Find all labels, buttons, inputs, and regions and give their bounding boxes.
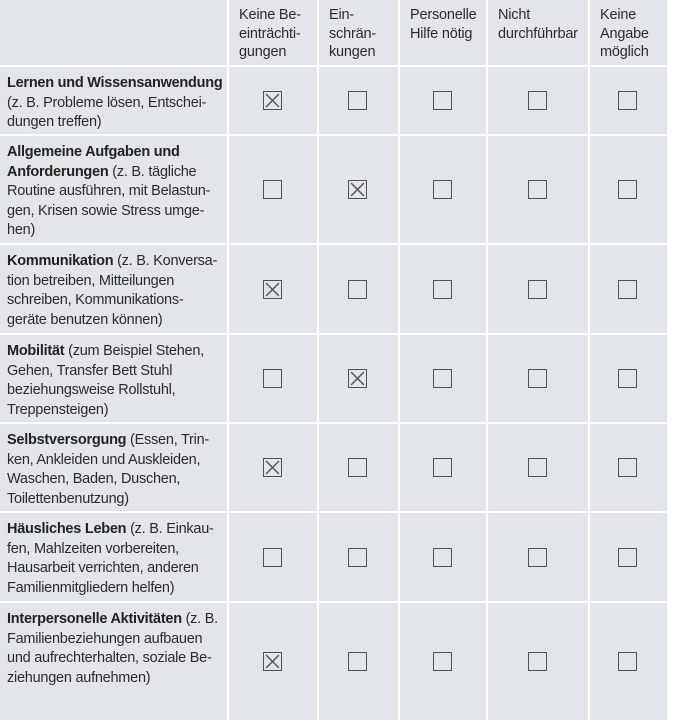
- checkbox-personelle-hilfe[interactable]: [433, 652, 452, 671]
- row-label-text: (z. B. Konversa-: [113, 253, 218, 269]
- column-header-line: Keine: [600, 7, 637, 23]
- row-label-line: [7, 401, 221, 421]
- row-label-text: hen): [7, 222, 36, 238]
- checkbox-einschraenkungen[interactable]: [348, 458, 367, 477]
- column-header-line: Ein-: [329, 7, 354, 23]
- row-label-bold-text: Häusliches Leben: [7, 521, 127, 537]
- column-header-line: kungen: [329, 44, 376, 60]
- checkbox-nicht-durchfuehrbar[interactable]: [528, 548, 547, 567]
- row-label-text: beziehungsweise Rollstuhl,: [7, 382, 176, 398]
- checkbox-personelle-hilfe[interactable]: [433, 548, 452, 567]
- column-header-keine-angabe: [590, 0, 667, 67]
- column-header-nicht-durchfuehrbar: [488, 0, 590, 67]
- checkbox-einschraenkungen[interactable]: [348, 280, 367, 299]
- checkbox-cell-personelle-hilfe: [400, 335, 488, 424]
- checkbox-cell-nicht-durchfuehrbar: [488, 424, 590, 513]
- row-label-text: (z. B. Einkau-: [126, 521, 214, 537]
- checkbox-cell-personelle-hilfe: [400, 603, 488, 720]
- row-label-text: Gehen, Transfer Bett Stuhl: [7, 362, 173, 379]
- row-label-text: (Essen, Trin-: [126, 432, 209, 448]
- checkbox-cell-nicht-durchfuehrbar: [488, 136, 590, 245]
- checkbox-nicht-durchfuehrbar[interactable]: [528, 369, 547, 388]
- checkbox-nicht-durchfuehrbar[interactable]: [528, 652, 547, 671]
- checkbox-cell-keine-beeintraechtigungen: [229, 67, 319, 136]
- checkbox-keine-beeintraechtigungen[interactable]: [263, 369, 282, 388]
- row-label-text: ken, Ankleiden und Auskleiden,: [7, 451, 201, 468]
- checkbox-cell-nicht-durchfuehrbar: [488, 603, 590, 720]
- row-label-line: [7, 490, 221, 510]
- row-label-line: [7, 431, 221, 451]
- x-mark-icon: [264, 92, 281, 109]
- column-header-line: schrän-: [329, 25, 376, 42]
- checkbox-personelle-hilfe[interactable]: [433, 458, 452, 477]
- checkbox-cell-nicht-durchfuehrbar: [488, 335, 590, 424]
- row-label-bold-text: Kommunikation: [7, 253, 114, 269]
- row-label-text: (z. B. tägliche: [108, 163, 197, 180]
- x-mark-icon: [349, 181, 366, 198]
- checkbox-nicht-durchfuehrbar[interactable]: [528, 280, 547, 299]
- row-label-line: [7, 540, 221, 560]
- row-label-text: Familienbeziehungen aufbauen: [7, 630, 203, 647]
- row-label-line: [7, 610, 221, 630]
- row-label-text: und aufrechterhalten, soziale Be-: [7, 650, 212, 666]
- row-label-cell: [0, 245, 229, 335]
- checkbox-personelle-hilfe[interactable]: [433, 91, 452, 110]
- row-label-text: Treppensteigen): [7, 401, 109, 418]
- row-label-line: [7, 649, 221, 669]
- column-header-line: Nicht: [498, 7, 531, 23]
- row-label-cell: [0, 424, 229, 513]
- checkbox-cell-einschraenkungen: [319, 335, 400, 424]
- row-label-line: [7, 630, 221, 650]
- checkbox-cell-keine-beeintraechtigungen: [229, 245, 319, 335]
- checkbox-keine-angabe[interactable]: [618, 280, 637, 299]
- checkbox-cell-keine-angabe: [590, 245, 667, 335]
- row-label-line: [7, 113, 221, 133]
- row-label-text: Hausarbeit verrichten, anderen: [7, 560, 199, 576]
- checkbox-cell-personelle-hilfe: [400, 513, 488, 603]
- row-label-text: Toilettenbenutzung): [7, 490, 129, 507]
- checkbox-keine-angabe[interactable]: [618, 180, 637, 199]
- checkbox-cell-einschraenkungen: [319, 136, 400, 245]
- checkbox-cell-keine-beeintraechtigungen: [229, 603, 319, 720]
- checkbox-keine-angabe[interactable]: [618, 369, 637, 388]
- checkbox-cell-einschraenkungen: [319, 245, 400, 335]
- row-label-line: [7, 163, 221, 183]
- column-header-line: Keine Be-: [239, 7, 301, 23]
- checkbox-cell-nicht-durchfuehrbar: [488, 513, 590, 603]
- row-label-line: [7, 311, 221, 331]
- row-label-text: ziehungen aufnehmen): [7, 669, 151, 686]
- checkbox-cell-einschraenkungen: [319, 424, 400, 513]
- checkbox-einschraenkungen[interactable]: [348, 369, 367, 388]
- row-label-line: [7, 74, 221, 94]
- row-label-cell: [0, 335, 229, 424]
- checkbox-keine-angabe[interactable]: [618, 458, 637, 477]
- row-label-line: [7, 451, 221, 471]
- checkbox-keine-beeintraechtigungen[interactable]: [263, 652, 282, 671]
- checkbox-einschraenkungen[interactable]: [348, 652, 367, 671]
- checkbox-einschraenkungen[interactable]: [348, 548, 367, 567]
- row-label-line: [7, 579, 221, 599]
- row-label-cell: [0, 603, 229, 720]
- checkbox-keine-beeintraechtigungen[interactable]: [263, 91, 282, 110]
- checkbox-cell-keine-beeintraechtigungen: [229, 136, 319, 245]
- row-label-text: (z. B.: [181, 611, 218, 627]
- checkbox-cell-einschraenkungen: [319, 603, 400, 720]
- checkbox-keine-beeintraechtigungen[interactable]: [263, 548, 282, 567]
- column-header-line: Personelle: [410, 7, 477, 23]
- x-mark-icon: [264, 459, 281, 476]
- checkbox-nicht-durchfuehrbar[interactable]: [528, 458, 547, 477]
- checkbox-keine-beeintraechtigungen[interactable]: [263, 458, 282, 477]
- checkbox-keine-angabe[interactable]: [618, 91, 637, 110]
- checkbox-keine-angabe[interactable]: [618, 652, 637, 671]
- column-header-einschraenkungen: [319, 0, 400, 67]
- row-label-line: [7, 559, 221, 579]
- row-label-text: schreiben, Kommunikations-: [7, 292, 184, 308]
- checkbox-cell-keine-angabe: [590, 67, 667, 136]
- column-header-line: durchführbar: [498, 25, 578, 42]
- row-label-line: [7, 381, 221, 401]
- row-label-bold-text: Anforderungen: [7, 163, 109, 180]
- row-label-line: [7, 272, 221, 292]
- checkbox-personelle-hilfe[interactable]: [433, 369, 452, 388]
- checkbox-cell-personelle-hilfe: [400, 136, 488, 245]
- checkbox-cell-keine-beeintraechtigungen: [229, 335, 319, 424]
- checkbox-nicht-durchfuehrbar[interactable]: [528, 91, 547, 110]
- checkbox-cell-keine-angabe: [590, 513, 667, 603]
- x-mark-icon: [264, 653, 281, 670]
- header-corner-cell: [0, 0, 229, 67]
- row-label-line: [7, 182, 221, 202]
- checkbox-cell-nicht-durchfuehrbar: [488, 245, 590, 335]
- row-label-line: [7, 221, 221, 241]
- row-label-text: geräte benutzen können): [7, 311, 163, 328]
- row-label-line: [7, 470, 221, 490]
- checkbox-keine-beeintraechtigungen[interactable]: [263, 280, 282, 299]
- row-label-line: [7, 362, 221, 382]
- row-label-bold-text: Lernen und Wissensanwendung: [7, 75, 223, 91]
- row-label-bold-text: Mobilität: [7, 343, 65, 359]
- checkbox-cell-einschraenkungen: [319, 67, 400, 136]
- column-header-keine-beeintraechtigungen: [229, 0, 319, 67]
- checkbox-personelle-hilfe[interactable]: [433, 180, 452, 199]
- checkbox-cell-keine-angabe: [590, 603, 667, 720]
- row-label-line: [7, 669, 221, 689]
- checkbox-keine-angabe[interactable]: [618, 548, 637, 567]
- row-label-line: [7, 342, 221, 362]
- row-label-cell: [0, 513, 229, 603]
- checkbox-cell-personelle-hilfe: [400, 67, 488, 136]
- row-label-text: fen, Mahlzeiten vorbereiten,: [7, 540, 179, 557]
- x-mark-icon: [349, 370, 366, 387]
- column-header-line: Hilfe nötig: [410, 25, 473, 42]
- checkbox-personelle-hilfe[interactable]: [433, 280, 452, 299]
- row-label-text: Waschen, Baden, Duschen,: [7, 471, 181, 487]
- row-label-bold-text: Interpersonelle Aktivitäten: [7, 611, 182, 627]
- column-header-line: möglich: [600, 44, 649, 60]
- row-label-line: [7, 202, 221, 222]
- x-mark-icon: [264, 281, 281, 298]
- checkbox-cell-keine-angabe: [590, 136, 667, 245]
- checkbox-cell-personelle-hilfe: [400, 424, 488, 513]
- row-label-line: [7, 94, 221, 114]
- row-label-bold-text: Allgemeine Aufgaben und: [7, 144, 180, 160]
- row-label-bold-text: Selbstversorgung: [7, 432, 127, 448]
- row-label-line: [7, 520, 221, 540]
- checkbox-einschraenkungen[interactable]: [348, 91, 367, 110]
- checkbox-einschraenkungen[interactable]: [348, 180, 367, 199]
- column-header-line: gungen: [239, 44, 287, 60]
- checkbox-nicht-durchfuehrbar[interactable]: [528, 180, 547, 199]
- checkbox-cell-keine-beeintraechtigungen: [229, 424, 319, 513]
- column-header-line: Angabe: [600, 25, 649, 42]
- row-label-line: [7, 291, 221, 311]
- checkbox-cell-keine-angabe: [590, 335, 667, 424]
- row-label-text: gen, Krisen sowie Stress umge-: [7, 202, 205, 219]
- row-label-cell: [0, 67, 229, 136]
- checkbox-cell-einschraenkungen: [319, 513, 400, 603]
- row-label-text: Familienmitgliedern helfen): [7, 579, 175, 596]
- row-label-line: [7, 143, 221, 163]
- column-header-line: einträchti-: [239, 25, 301, 42]
- row-label-text: tion betreiben, Mitteilungen: [7, 272, 175, 289]
- row-label-text: (zum Beispiel Stehen,: [64, 343, 204, 359]
- checkbox-cell-keine-angabe: [590, 424, 667, 513]
- checkbox-keine-beeintraechtigungen[interactable]: [263, 180, 282, 199]
- checkbox-cell-personelle-hilfe: [400, 245, 488, 335]
- checkbox-cell-keine-beeintraechtigungen: [229, 513, 319, 603]
- row-label-cell: [0, 136, 229, 245]
- row-label-line: [7, 252, 221, 272]
- checkbox-cell-nicht-durchfuehrbar: [488, 67, 590, 136]
- row-label-text: (z. B. Probleme lösen, Entschei-: [7, 94, 207, 111]
- column-header-personelle-hilfe: [400, 0, 488, 67]
- row-label-text: dungen treffen): [7, 114, 102, 130]
- row-label-text: Routine ausführen, mit Belastun-: [7, 183, 211, 199]
